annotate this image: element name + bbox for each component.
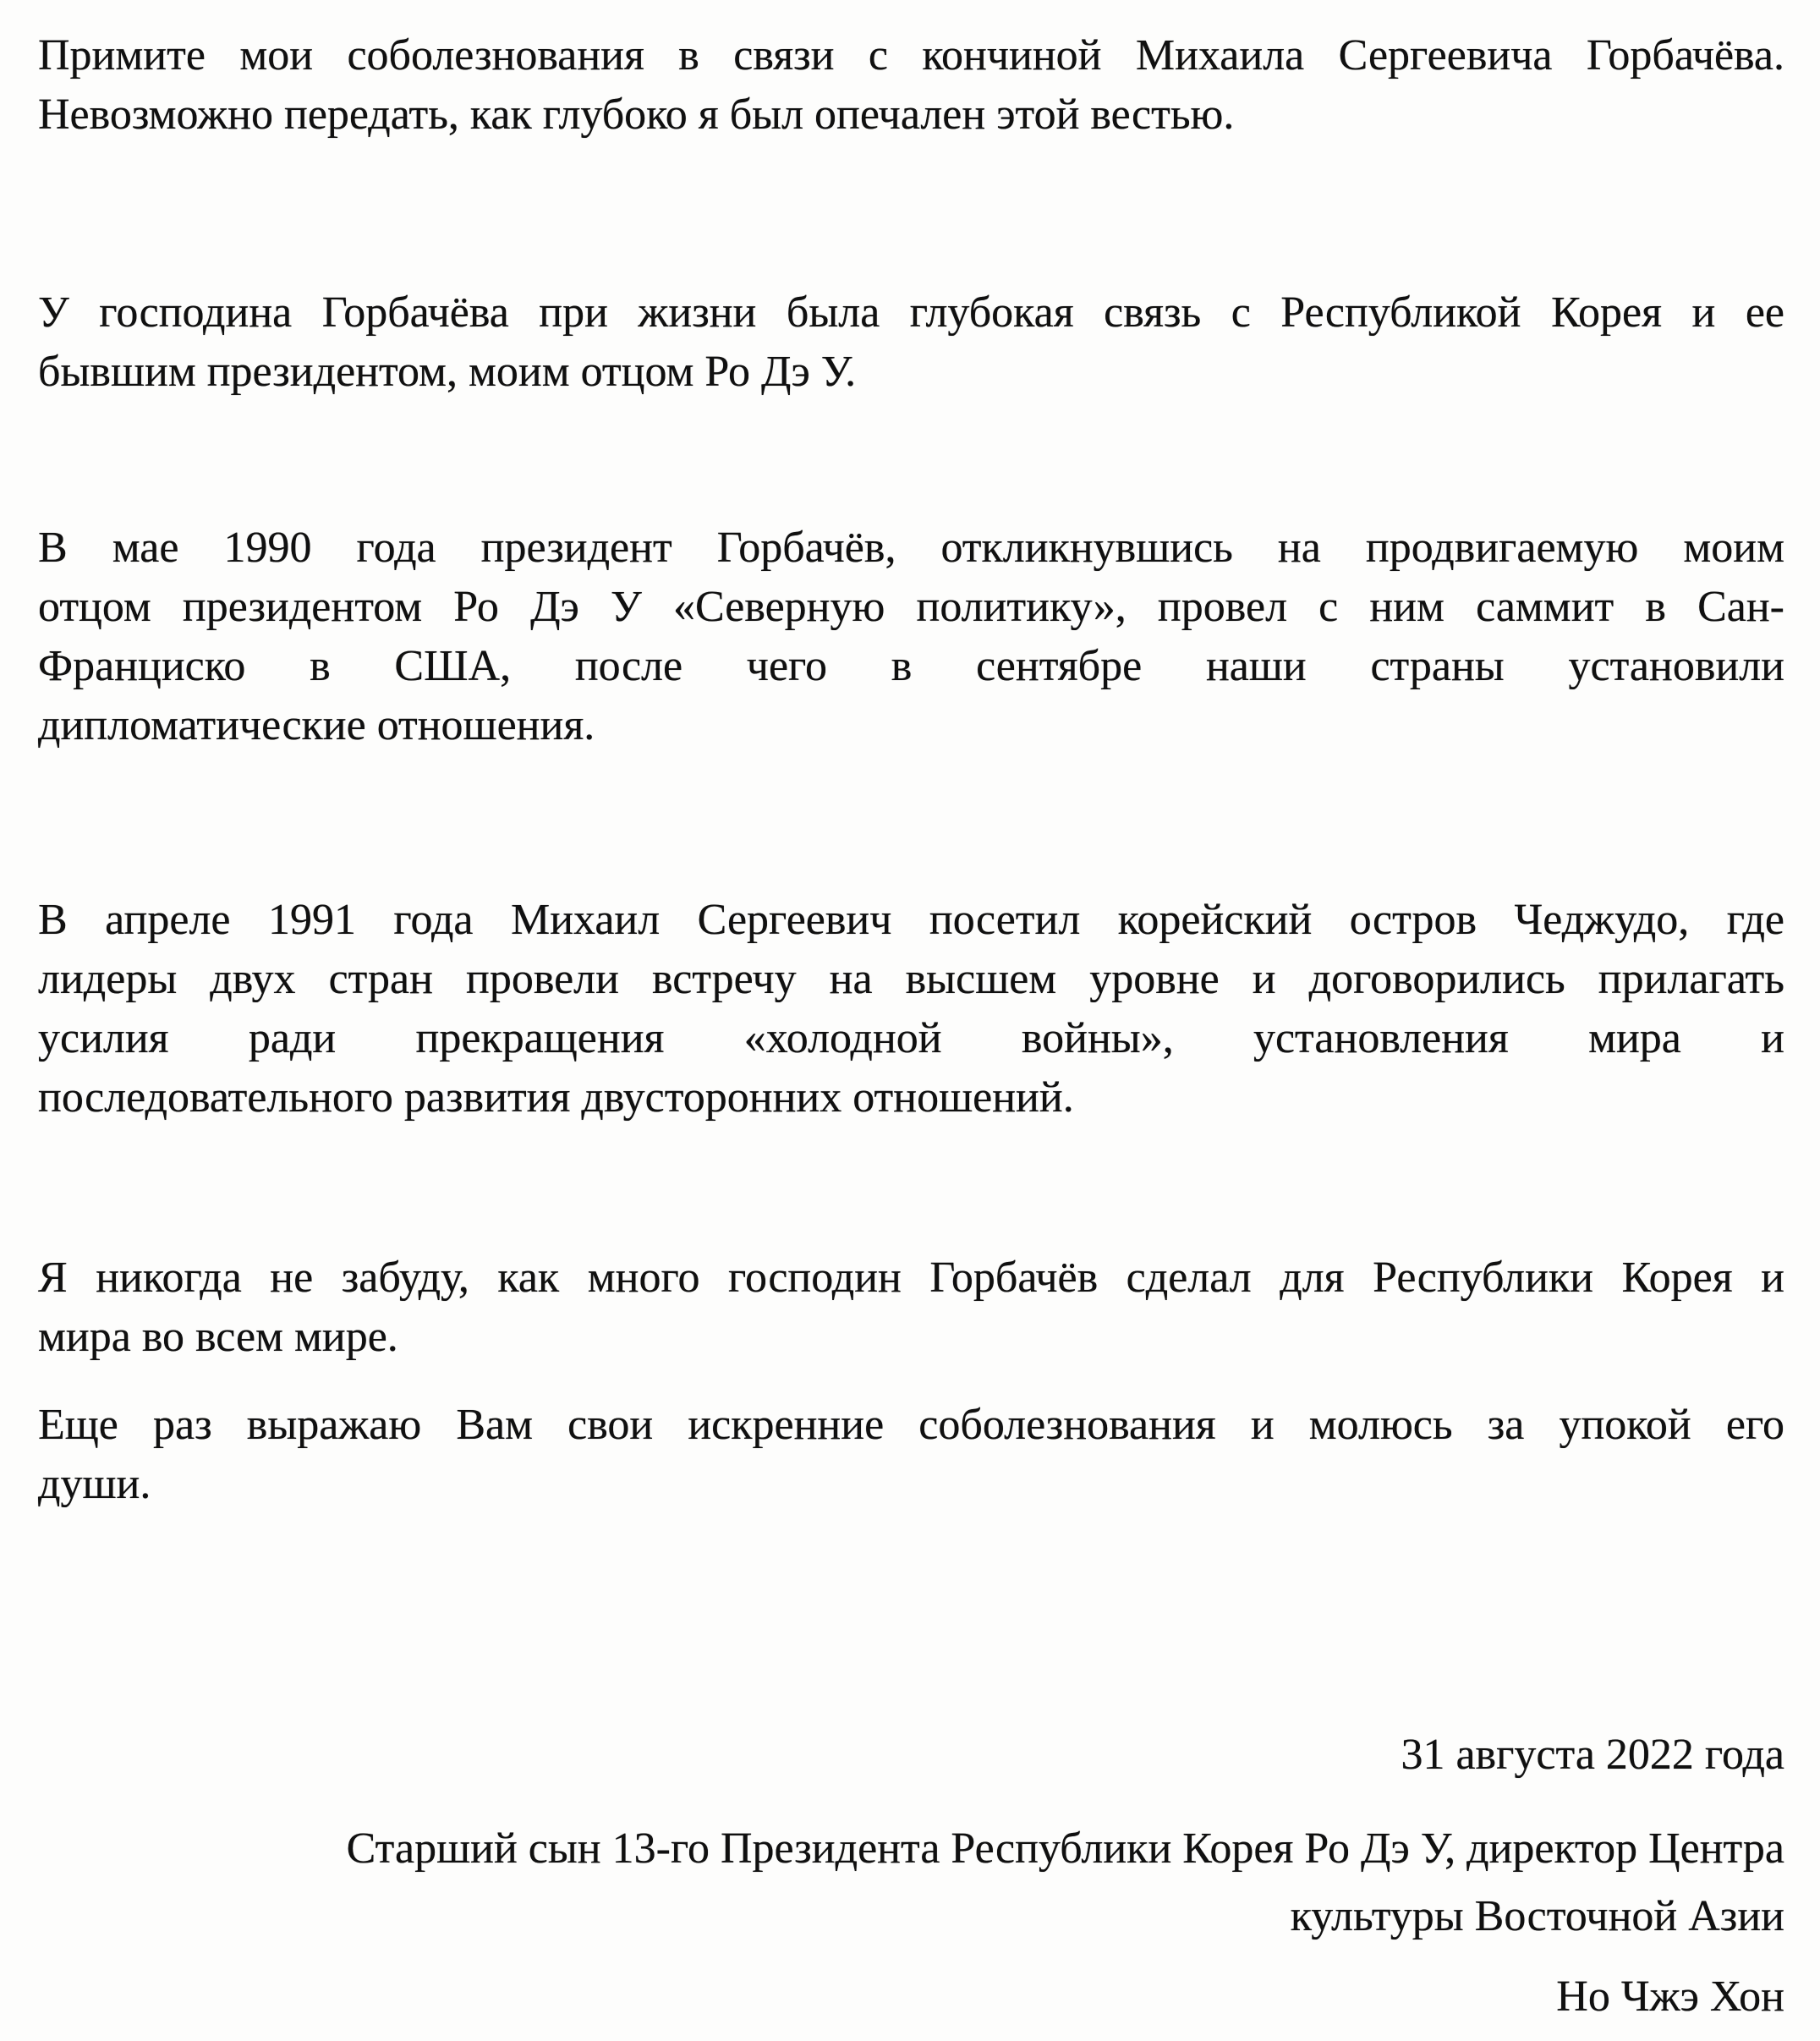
text-line: бывшим президентом, моим отцом Ро Дэ У. — [38, 348, 857, 396]
paragraph-1991-visit — [38, 891, 1784, 1127]
text-line: Невозможно передать, как глубоко я был опечален этой вестью. — [38, 91, 1235, 139]
text-line: души. — [38, 1460, 151, 1508]
signature-name: Но Чжэ Хон — [1556, 1972, 1784, 2021]
paragraph-never-forget — [38, 1248, 1784, 1367]
paragraph-1990-summit — [38, 518, 1784, 755]
date-line: 31 августа 2022 года — [1401, 1731, 1784, 1779]
paragraph-condolence — [38, 26, 1784, 145]
paragraph-closing — [38, 1396, 1784, 1514]
signature-title — [38, 1815, 1784, 1950]
text-line: лидеры двух стран провели встречу на высшем уровне и договорились прилагать — [38, 955, 1784, 1003]
text-line: Я никогда не забуду, как много господин Горбачёв сделал для Республики Корея и — [38, 1254, 1784, 1302]
signature-title-line: культуры Восточной Азии — [1290, 1892, 1784, 1940]
text-line: мира во всем мире. — [38, 1313, 398, 1361]
text-line: Франциско в США, после чего в сентябре наши страны установили — [38, 642, 1784, 690]
text-line: В апреле 1991 года Михаил Сергеевич посетил корейский остров Чеджудо, где — [38, 896, 1784, 944]
text-line: последовательного развития двусторонних отношений. — [38, 1073, 1074, 1122]
text-line: Еще раз выражаю Вам свои искренние соболезнования и молюсь за упокой его — [38, 1401, 1784, 1449]
text-line: В мае 1990 года президент Горбачёв, откликнувшись на продвигаемую моим — [38, 524, 1784, 572]
paragraph-korea-connection — [38, 283, 1784, 402]
text-line: отцом президентом Ро Дэ У «Северную политику», провел с ним саммит в Сан- — [38, 583, 1784, 631]
text-line: дипломатические отношения. — [38, 701, 595, 749]
text-line: усилия ради прекращения «холодной войны», установления мира и — [38, 1014, 1784, 1062]
text-line: Примите мои соболезнования в связи с кончиной Михаила Сергеевича Горбачёва. — [38, 31, 1784, 80]
signature-title-line: Старший сын 13-го Президента Республики Корея Ро Дэ У, директор Центра — [346, 1824, 1784, 1873]
text-line: У господина Горбачёва при жизни была глубокая связь с Республикой Корея и ее — [38, 288, 1784, 337]
